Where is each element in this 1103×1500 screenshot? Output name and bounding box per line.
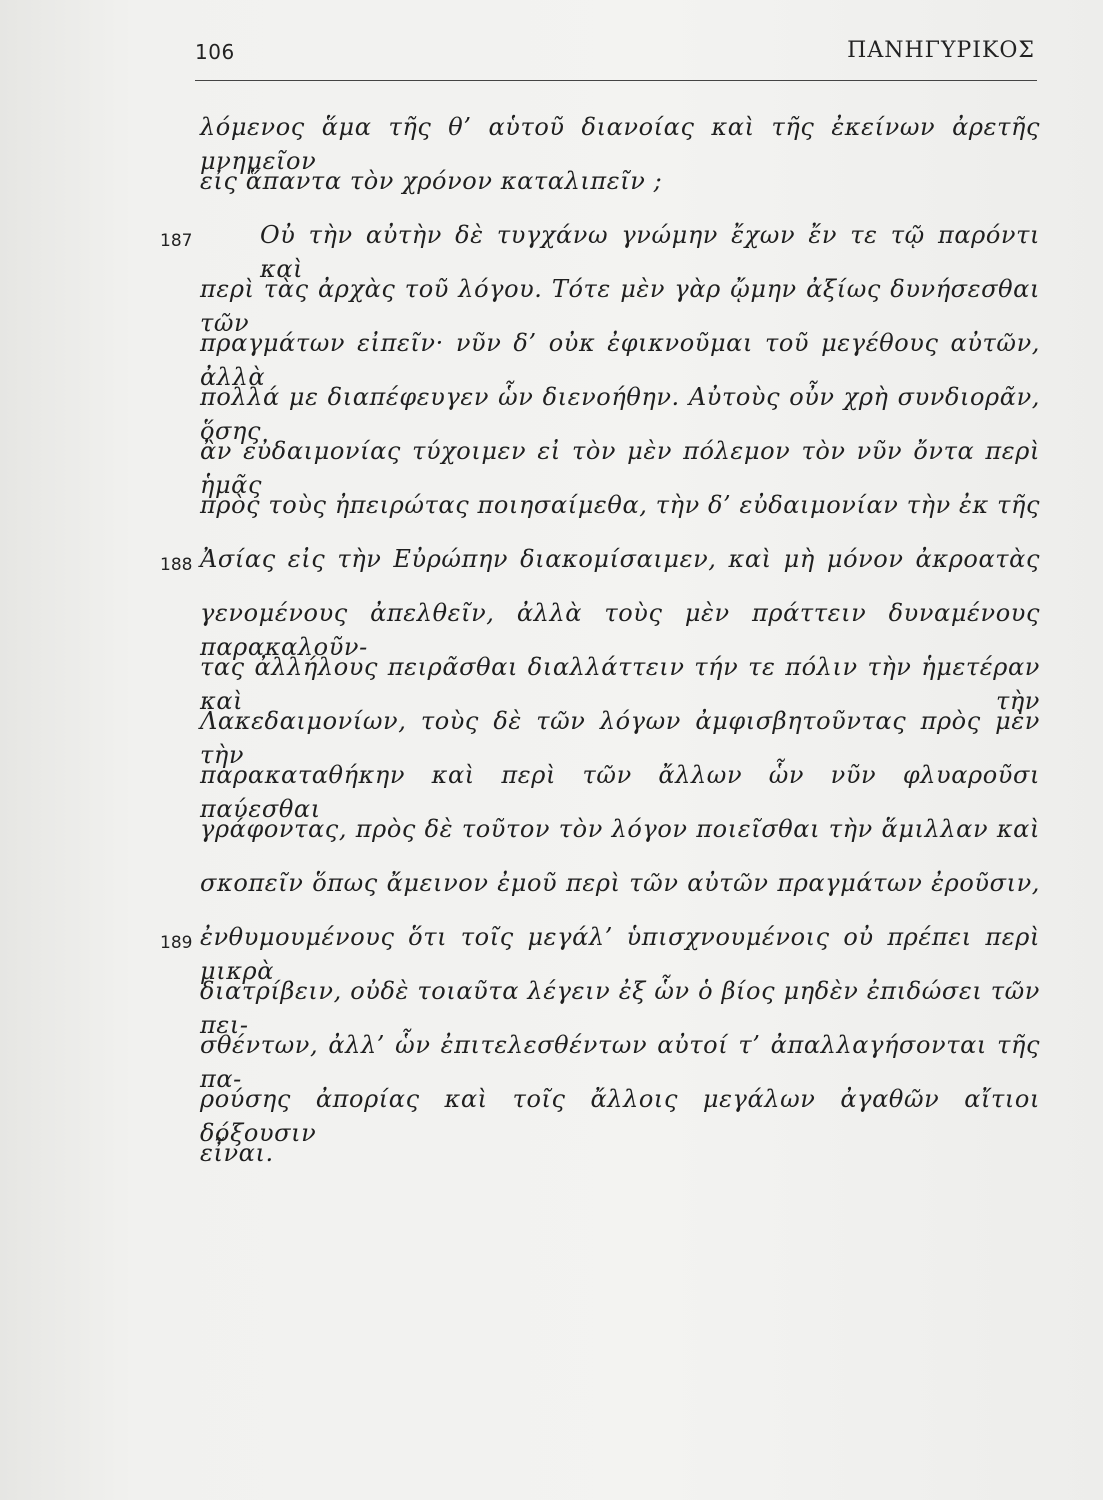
main-text: [160, 110, 1040, 1190]
text-line: [200, 326, 1040, 391]
margin-section-number: 188: [160, 555, 193, 575]
line-text: Ἀσίας εἰς τὴν Εὐρώπην διακομίσαιμεν, καὶ μὴ μόνον ἀκροατὰς: [200, 545, 1040, 573]
text-line: [200, 650, 1040, 715]
text-line: [200, 866, 1040, 920]
line-text: ἐνθυμουμένους ὅτι τοῖς μεγάλ’ ὑπισχνουμένοις οὐ πρέπει περὶ μικρὰ: [200, 923, 1040, 985]
text-line: [200, 1082, 1040, 1147]
text-line: [200, 110, 1040, 175]
line-text: τας ἀλλήλους πειρᾶσθαι διαλλάττειν τήν τε πόλιν τὴν ἡμετέραν καὶ τὴν: [200, 653, 1040, 715]
line-text: εἰς ἅπαντα τὸν χρόνον καταλιπεῖν ;: [200, 167, 663, 195]
text-line: [200, 812, 1040, 866]
running-title: ΠΑΝΗΓΥΡΙΚΟΣ: [847, 38, 1035, 63]
line-text: πραγμάτων εἰπεῖν· νῦν δ’ οὐκ ἐφικνοῦμαι τοῦ μεγέθους αὐτῶν, ἀλλὰ: [200, 329, 1040, 391]
line-text: ἂν εὐδαιμονίας τύχοιμεν εἰ τὸν μὲν πόλεμον τὸν νῦν ὄντα περὶ ἡμᾶς: [200, 437, 1040, 499]
margin-section-number: 189: [160, 933, 193, 953]
line-text: γράφοντας, πρὸς δὲ τοῦτον τὸν λόγον ποιεῖσθαι τὴν ἅμιλλαν καὶ: [200, 815, 1040, 843]
text-line: [160, 920, 1040, 985]
line-text: πολλά με διαπέφευγεν ὧν διενοήθην. Αὐτοὺς οὖν χρὴ συνδιορᾶν, ὅσης: [200, 383, 1040, 445]
line-text: διατρίβειν, οὐδὲ τοιαῦτα λέγειν ἐξ ὧν ὁ βίος μηδὲν ἐπιδώσει τῶν πει-: [200, 977, 1040, 1039]
text-line: [160, 218, 1040, 283]
text-line: [200, 434, 1040, 499]
text-line: [200, 164, 1040, 218]
text-line: [200, 758, 1040, 823]
line-text: σκοπεῖν ὅπως ἄμεινον ἐμοῦ περὶ τῶν αὐτῶν πραγμάτων ἐροῦσιν,: [200, 869, 1040, 897]
text-line: [200, 974, 1040, 1039]
text-line: [200, 596, 1040, 661]
text-line: [200, 488, 1040, 542]
header-rule: [195, 80, 1037, 81]
page-header: [195, 36, 1035, 76]
text-line: [160, 542, 1040, 596]
margin-section-number: 187: [160, 231, 193, 251]
line-text: Οὐ τὴν αὐτὴν δὲ τυγχάνω γνώμην ἔχων ἔν τε τῷ παρόντι καὶ: [260, 221, 1040, 283]
text-line: [200, 704, 1040, 769]
line-text: εἶναι.: [200, 1139, 274, 1167]
text-line: [200, 272, 1040, 337]
line-text: περὶ τὰς ἀρχὰς τοῦ λόγου. Τότε μὲν γὰρ ᾤμην ἀξίως δυνήσεσθαι τῶν: [200, 275, 1040, 337]
line-text: πρὸς τοὺς ἠπειρώτας ποιησαίμεθα, τὴν δ’ εὐδαιμονίαν τὴν ἐκ τῆς: [200, 491, 1040, 519]
line-text: λόμενος ἅμα τῆς θ’ αὑτοῦ διανοίας καὶ τῆς ἐκείνων ἀρετῆς μνημεῖον: [200, 113, 1040, 175]
text-line: [200, 380, 1040, 445]
line-text: Λακεδαιμονίων, τοὺς δὲ τῶν λόγων ἀμφισβητοῦντας πρὸς μὲν τὴν: [200, 707, 1040, 769]
line-text: σθέντων, ἀλλ’ ὧν ἐπιτελεσθέντων αὐτοί τ’ ἀπαλλαγήσονται τῆς πα-: [200, 1031, 1040, 1093]
line-text: ρούσης ἀπορίας καὶ τοῖς ἄλλοις μεγάλων ἀγαθῶν αἴτιοι δόξουσιν: [200, 1085, 1040, 1147]
text-line: [200, 1136, 1040, 1190]
text-line: [200, 1028, 1040, 1093]
line-text: γενομένους ἀπελθεῖν, ἀλλὰ τοὺς μὲν πράττειν δυναμένους παρακαλοῦν-: [200, 599, 1040, 661]
page-number: 106: [195, 40, 235, 64]
line-text: παρακαταθήκην καὶ περὶ τῶν ἄλλων ὧν νῦν φλυαροῦσι παύεσθαι: [200, 761, 1040, 823]
